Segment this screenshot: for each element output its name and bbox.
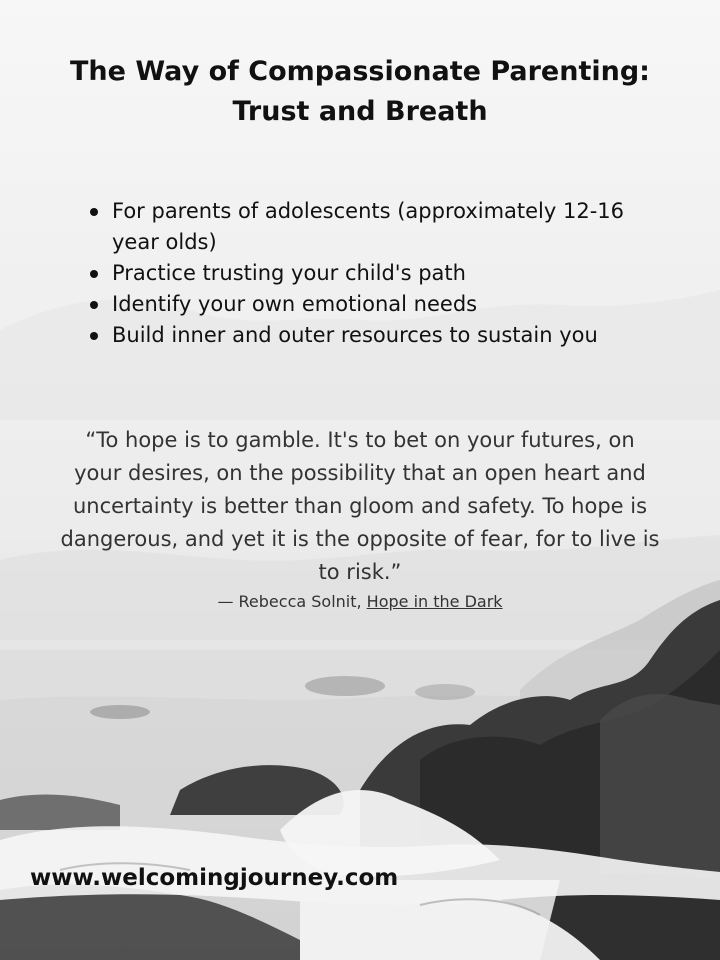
feature-list-item: Identify your own emotional needs [88, 289, 668, 320]
feature-list-item: For parents of adolescents (approximately 12-16 year olds) [88, 196, 668, 258]
feature-list [88, 196, 668, 351]
quote-attribution [60, 590, 660, 614]
feature-list-item: Practice trusting your child's path [88, 258, 668, 289]
quote-text: “To hope is to gamble. It's to bet on your futures, on your desires, on the possibility that an open heart and uncertainty is better than gloom and safety. To hope is dangerous, and yet it is the opposite of fear, for to live is to risk.” [60, 428, 660, 584]
website-url[interactable]: www.welcomingjourney.com [30, 865, 399, 891]
title-line-2: Trust and Breath [232, 96, 488, 127]
title-line-1: The Way of Compassionate Parenting: [70, 56, 650, 87]
attribution-author: — Rebecca Solnit, [217, 592, 367, 611]
feature-list-item: Build inner and outer resources to sustain you [88, 320, 668, 351]
book-link[interactable]: Hope in the Dark [366, 592, 503, 611]
page-title [20, 52, 700, 132]
